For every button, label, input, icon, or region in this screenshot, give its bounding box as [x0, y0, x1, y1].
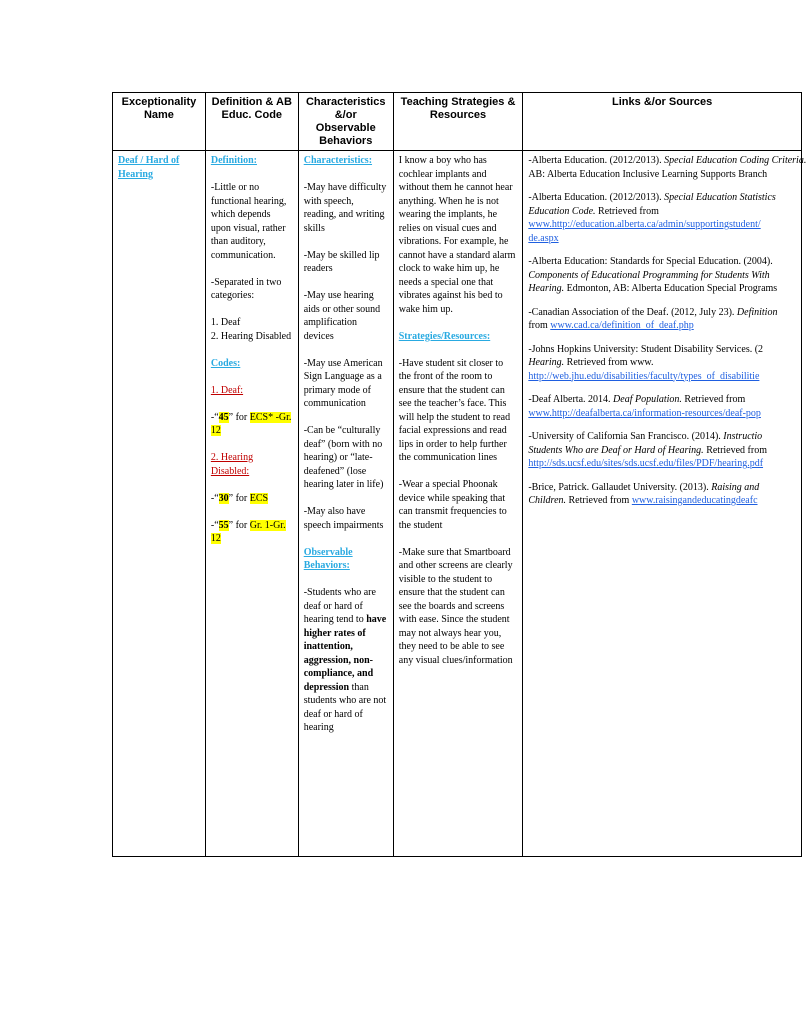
- cell-characteristics: [298, 151, 393, 857]
- source-item: -Alberta Education. (2012/2013). Special Education Coding Criteria. AB: Alberta Education Inclusive Learning Supports Branch: [528, 155, 806, 180]
- source-link[interactable]: www.raisingandeducatingdeafc: [631, 495, 758, 506]
- characteristic-item: -May also have speech impairments: [303, 506, 384, 531]
- strategy-item: -Make sure that Smartboard and other screens are clearly visible to the student to ensure that the student can see the boards and screens with ease. Since the student may not always hear you, they need to be able to see any visual clues/information: [398, 546, 513, 666]
- source-link[interactable]: de.aspx: [528, 232, 559, 244]
- source-link[interactable]: www.cad.ca/definition_of_deaf.php: [550, 320, 694, 331]
- source-item: -University of California San Francisco. (2014). Instructio Students Who are Deaf or Hard of Hearing. Retrieved from http://sds.ucsf.edu/sites/sds.ucsf.edu/files/PDF/hearing.pdf: [528, 431, 767, 469]
- hd-code-grade-1: ECS: [249, 492, 269, 504]
- strategies-heading: Strategies/Resources:: [398, 330, 491, 342]
- strategies-intro: I know a boy who has cochlear implants and without them he cannot hear anything. When he is not wearing the implants, he relies on visual cues and vibrations. For example, he cannot have a standard alarm clock to wake him up, he needs a special one that vibrates against his bed to wake him up.: [398, 155, 516, 315]
- source-item: -Alberta Education: Standards for Special Education. (2004). Components of Educational Programming for Students With Hearing. Edmonton, AB: Alberta Education Special Programs: [528, 256, 778, 294]
- exceptionality-table: [112, 92, 806, 857]
- source-item: -Alberta Education. (2012/2013). Special Education Statistics Education Code. Retrieved from www.http://education.alberta.ca/admin/supportingstudent/ de.aspx: [528, 192, 776, 244]
- hd-code-line-2: -“55” for Gr. 1-Gr. 12: [210, 519, 286, 544]
- header-exceptionality-name: Exceptionality Name: [113, 93, 206, 151]
- characteristic-item: -Can be “culturally deaf” (born with no hearing) or “late-deafened” (lose hearing later in life): [303, 425, 384, 490]
- hd-code-grade-2: Gr. 1-Gr. 12: [210, 519, 286, 544]
- table-row: [113, 151, 802, 857]
- observable-behaviors-heading: Observable Behaviors:: [303, 546, 353, 571]
- hearing-disabled-code-label: 2. Hearing Disabled:: [210, 452, 254, 477]
- observable-behaviors-text: -Students who are deaf or hard of hearing tend to have higher rates of inattention, aggression, non-compliance, and depression than students who are not deaf or hard of hearing: [303, 587, 387, 733]
- characteristic-item: -May have difficulty with speech, reading, and writing skills: [303, 182, 387, 234]
- cell-name: [113, 151, 206, 857]
- characteristic-item: -May be skilled lip readers: [303, 249, 380, 274]
- definition-heading: Definition:: [210, 155, 257, 166]
- category-hearing-disabled: 2. Hearing Disabled: [210, 330, 292, 342]
- header-links-sources: Links &/or Sources: [523, 93, 802, 151]
- characteristic-item: -May use hearing aids or other sound amplification devices: [303, 290, 381, 342]
- cell-strategies: [393, 151, 523, 857]
- header-definition: Definition & AB Educ. Code: [205, 93, 298, 151]
- characteristics-heading: Characteristics:: [303, 155, 373, 166]
- hd-code-value-1: 30: [218, 492, 229, 504]
- characteristic-item: -May use American Sign Language as a primary mode of communication: [303, 357, 383, 409]
- hd-code-line-1: -“30” for ECS: [210, 492, 269, 504]
- source-item: -Johns Hopkins University: Student Disability Services. (2 Hearing. Retrieved from www. http://web.jhu.edu/disabilities/faculty/types_of_disabilitie: [528, 343, 764, 382]
- source-link[interactable]: www.http://deafalberta.ca/information-resources/deaf-pop: [528, 407, 761, 419]
- category-deaf: 1. Deaf: [210, 317, 241, 328]
- source-item: -Deaf Alberta. 2014. Deaf Population. Retrieved from www.http://deafalberta.ca/information-resources/deaf-pop: [528, 394, 761, 419]
- header-characteristics: Characteristics &/or Observable Behaviors: [298, 93, 393, 151]
- exceptionality-name: Deaf / Hard of Hearing: [118, 155, 180, 180]
- cell-definition: [205, 151, 298, 857]
- deaf-code-value: 45: [218, 411, 229, 423]
- definition-text: -Little or no functional hearing, which depends upon visual, rather than auditory, communication.: [210, 182, 287, 261]
- source-link[interactable]: http://sds.ucsf.edu/sites/sds.ucsf.edu/files/PDF/hearing.pdf: [528, 458, 764, 469]
- deaf-code-grade: ECS* -Gr. 12: [210, 411, 292, 436]
- categories-text: -Separated in two categories:: [210, 276, 282, 301]
- source-item: -Canadian Association of the Deaf. (2012, July 23). Definition from www.cad.ca/definition_of_deaf.php: [528, 306, 778, 331]
- hd-code-value-2: 55: [218, 519, 229, 531]
- source-link[interactable]: http://web.jhu.edu/disabilities/faculty/types_of_disabilitie: [528, 370, 760, 382]
- table-header-row: [113, 93, 802, 151]
- deaf-code-line: -“45” for ECS* -Gr. 12: [210, 411, 292, 436]
- source-item: -Brice, Patrick. Gallaudet University. (2013). Raising and Children. Retrieved from www.raisingandeducatingdeafc: [528, 481, 760, 506]
- strategy-item: -Wear a special Phoonak device while speaking that can transmit frequencies to the student: [398, 479, 507, 531]
- codes-heading: Codes:: [210, 357, 241, 369]
- source-link[interactable]: www.http://education.alberta.ca/admin/supportingstudent/: [528, 219, 761, 230]
- cell-sources: [523, 151, 806, 857]
- deaf-code-label: 1. Deaf:: [210, 384, 244, 396]
- strategy-item: -Have student sit closer to the front of the room to ensure that the student can see the teacher’s face. This will help the student to read facial expressions and read lips in order to help further the communication lines: [398, 357, 511, 463]
- header-teaching-strategies: Teaching Strategies & Resources: [393, 93, 523, 151]
